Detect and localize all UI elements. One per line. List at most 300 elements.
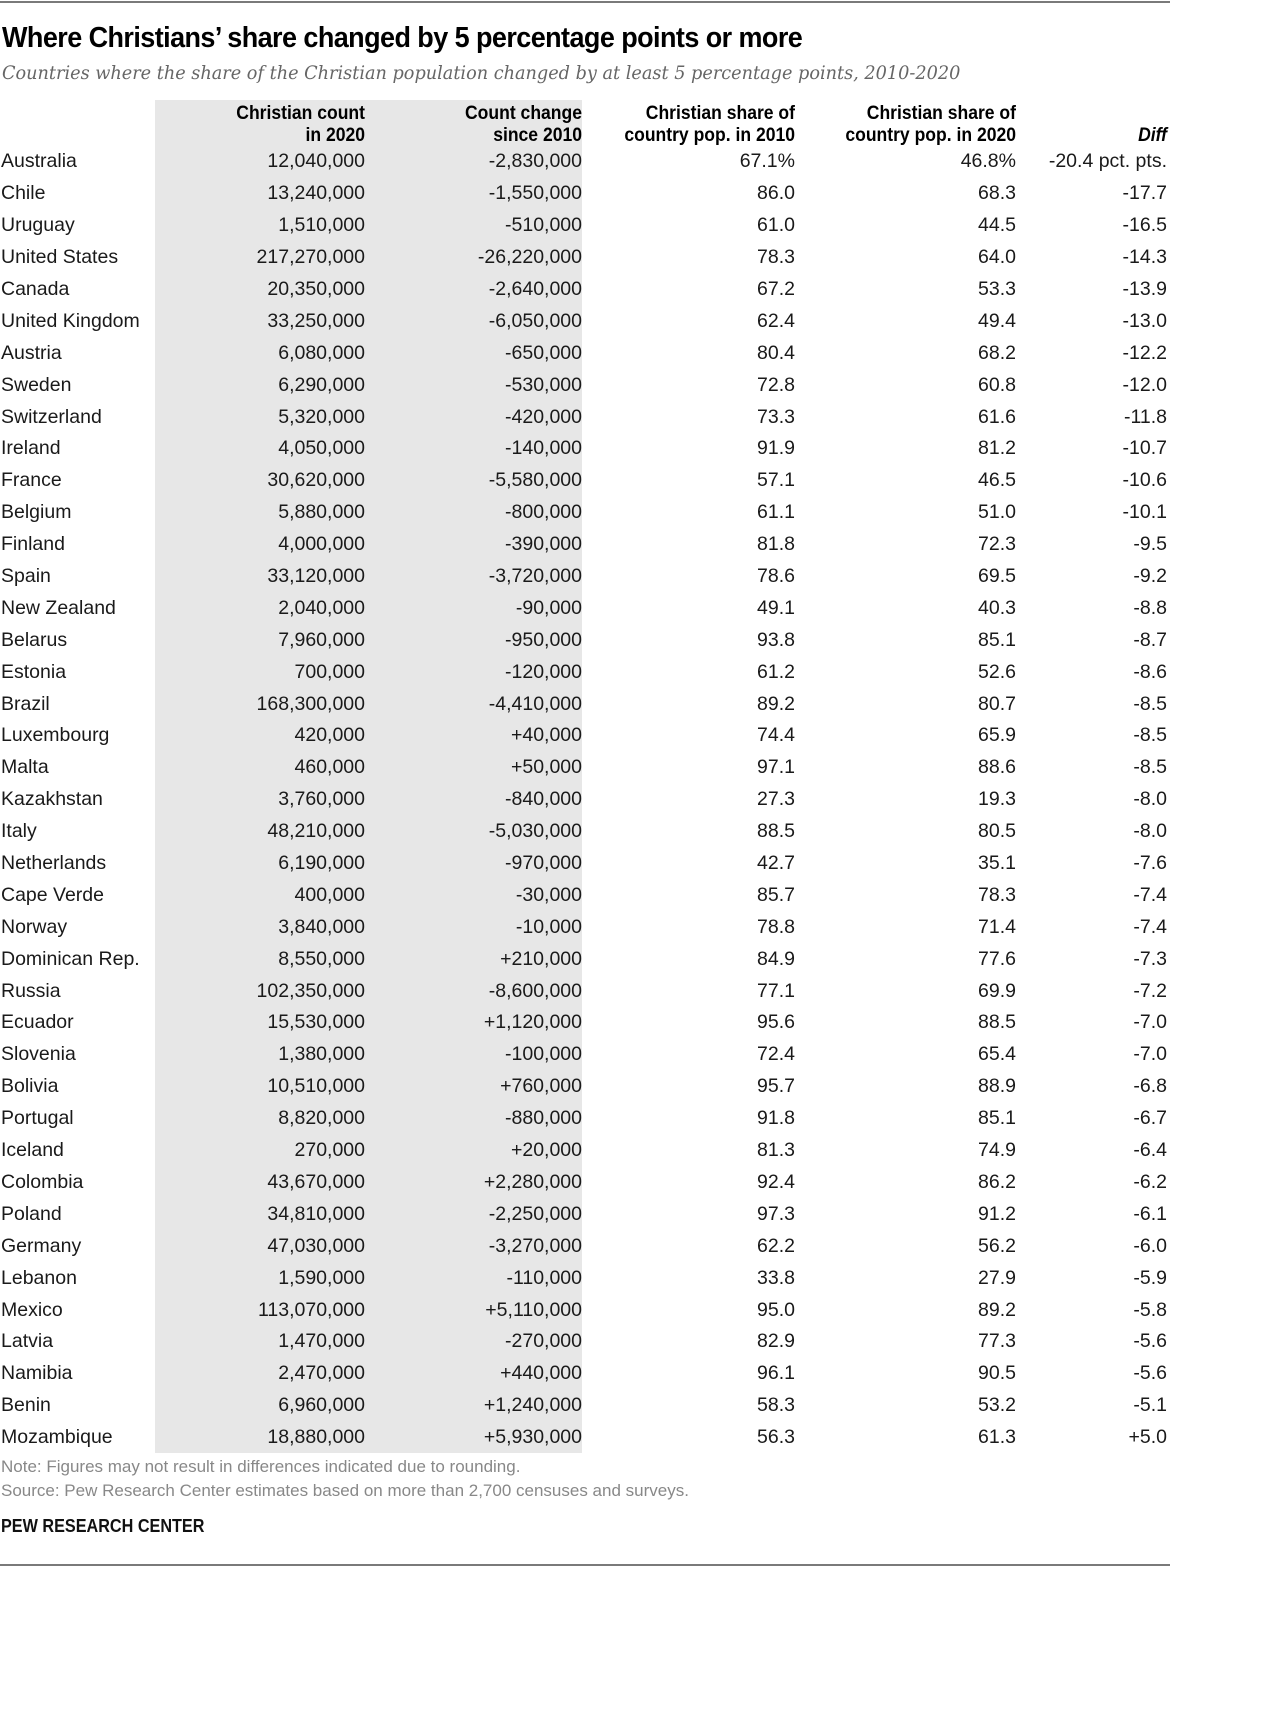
count-2020-cell: 3,840,000 <box>278 915 365 938</box>
country-cell: Bolivia <box>1 1075 59 1098</box>
table-row <box>0 784 1167 816</box>
share-2020-cell: 61.6 <box>978 405 1016 428</box>
share-2010-cell: 78.3 <box>757 246 795 269</box>
diff-cell: -9.5 <box>1133 533 1167 556</box>
chart-subtitle: Countries where the share of the Christian population changed by at least 5 percentage points, 2010-2020 <box>2 62 961 84</box>
share-2010-cell: 97.3 <box>757 1202 795 1225</box>
table-row <box>0 1422 1167 1454</box>
footnote-note: Note: Figures may not result in differences indicated due to rounding. <box>1 1457 521 1476</box>
share-2010-cell: 86.0 <box>757 182 795 205</box>
country-cell: Germany <box>1 1234 82 1257</box>
share-2020-cell: 69.9 <box>978 979 1016 1002</box>
share-2010-cell: 49.1 <box>757 596 795 619</box>
country-cell: Canada <box>1 278 70 300</box>
share-2020-cell: 71.4 <box>978 915 1016 938</box>
count-change-cell: -110,000 <box>506 1266 582 1289</box>
top-divider <box>0 1 1170 3</box>
count-2020-cell: 460,000 <box>294 756 365 779</box>
table-row <box>0 465 1167 497</box>
share-2010-cell: 93.8 <box>757 628 795 651</box>
country-cell: Australia <box>1 150 77 173</box>
count-2020-cell: 30,620,000 <box>267 469 365 492</box>
share-2020-cell: 65.9 <box>978 724 1016 747</box>
count-2020-cell: 1,510,000 <box>278 214 365 237</box>
count-2020-cell: 700,000 <box>294 660 365 683</box>
count-2020-cell: 10,510,000 <box>267 1075 365 1098</box>
diff-cell: +5.0 <box>1128 1426 1167 1449</box>
table-row <box>0 1390 1167 1422</box>
count-change-cell: +5,110,000 <box>485 1298 582 1321</box>
share-2010-cell: 77.1 <box>757 979 795 1002</box>
count-2020-cell: 4,000,000 <box>278 533 365 556</box>
share-2010-cell: 72.8 <box>757 373 795 396</box>
diff-cell: -6.0 <box>1133 1234 1167 1257</box>
count-2020-cell: 34,810,000 <box>267 1202 365 1225</box>
country-cell: Norway <box>1 915 68 938</box>
share-2020-cell: 56.2 <box>978 1234 1016 1257</box>
column-header-count-change: Count change since 2010 <box>465 102 582 146</box>
share-2010-cell: 61.1 <box>757 501 795 524</box>
count-change-cell: -3,270,000 <box>488 1234 582 1257</box>
share-2020-cell: 88.9 <box>978 1075 1016 1098</box>
table-row <box>0 592 1167 624</box>
count-change-cell: -140,000 <box>505 437 582 460</box>
table-row <box>0 178 1167 210</box>
count-2020-cell: 48,210,000 <box>267 820 365 843</box>
share-2010-cell: 42.7 <box>757 852 795 875</box>
count-2020-cell: 400,000 <box>294 883 365 906</box>
diff-cell: -13.0 <box>1122 309 1167 332</box>
share-2010-cell: 67.1% <box>739 150 795 173</box>
table-row <box>0 1135 1167 1167</box>
share-2020-cell: 80.5 <box>978 820 1016 843</box>
country-cell: Austria <box>1 341 62 364</box>
share-2020-cell: 81.2 <box>978 437 1016 460</box>
country-cell: France <box>1 469 62 492</box>
share-2020-cell: 60.8 <box>978 373 1016 396</box>
share-2020-cell: 19.3 <box>978 788 1016 811</box>
table-header-row <box>0 100 1167 146</box>
country-cell: Italy <box>1 820 37 843</box>
count-2020-cell: 217,270,000 <box>256 246 365 269</box>
country-cell: Mexico <box>1 1298 63 1321</box>
count-2020-cell: 5,880,000 <box>278 501 365 524</box>
count-2020-cell: 4,050,000 <box>278 437 365 460</box>
count-2020-cell: 3,760,000 <box>278 788 365 811</box>
table-row <box>0 720 1167 752</box>
share-2010-cell: 56.3 <box>757 1426 795 1449</box>
diff-cell: -8.7 <box>1133 628 1167 651</box>
count-change-cell: +1,240,000 <box>483 1394 582 1417</box>
count-2020-cell: 2,040,000 <box>278 596 365 619</box>
table-row <box>0 401 1167 433</box>
table-row <box>0 305 1167 337</box>
count-2020-cell: 6,190,000 <box>278 852 365 875</box>
count-2020-cell: 15,530,000 <box>267 1011 365 1034</box>
share-2020-cell: 91.2 <box>978 1202 1016 1225</box>
count-2020-cell: 6,960,000 <box>278 1394 365 1417</box>
table-row <box>0 911 1167 943</box>
table-row <box>0 433 1167 465</box>
table-row <box>0 1294 1167 1326</box>
count-change-cell: +2,280,000 <box>483 1170 582 1193</box>
share-2020-cell: 86.2 <box>978 1170 1016 1193</box>
table-row <box>0 210 1167 242</box>
share-2010-cell: 74.4 <box>757 724 795 747</box>
diff-cell: -5.6 <box>1133 1330 1167 1353</box>
table-row <box>0 1103 1167 1135</box>
table-row <box>0 1358 1167 1390</box>
share-2010-cell: 89.2 <box>757 692 795 715</box>
count-change-cell: -120,000 <box>505 660 582 683</box>
bottom-divider <box>0 1564 1170 1566</box>
diff-cell: -8.0 <box>1133 820 1167 843</box>
table-row <box>0 1039 1167 1071</box>
diff-cell: -5.1 <box>1133 1394 1167 1417</box>
share-2020-cell: 80.7 <box>978 692 1016 715</box>
country-cell: Latvia <box>1 1330 54 1353</box>
count-change-cell: -390,000 <box>505 533 582 556</box>
country-cell: Luxembourg <box>1 724 110 747</box>
column-header-count-2020: Christian count in 2020 <box>236 102 365 146</box>
share-2020-cell: 88.6 <box>978 756 1016 779</box>
country-cell: Brazil <box>1 692 50 715</box>
country-cell: Switzerland <box>1 405 102 428</box>
table-row <box>0 816 1167 848</box>
count-change-cell: -26,220,000 <box>477 246 582 269</box>
diff-cell: -11.8 <box>1124 405 1167 428</box>
country-cell: New Zealand <box>1 596 116 619</box>
count-2020-cell: 33,120,000 <box>267 565 365 588</box>
country-cell: Cape Verde <box>1 883 104 906</box>
country-cell: Netherlands <box>1 852 107 875</box>
count-2020-cell: 6,290,000 <box>278 373 365 396</box>
count-change-cell: -2,640,000 <box>488 278 582 300</box>
share-2020-cell: 90.5 <box>978 1362 1016 1385</box>
share-2020-cell: 77.6 <box>978 947 1016 970</box>
country-cell: Namibia <box>1 1362 73 1385</box>
share-2010-cell: 85.7 <box>757 883 795 906</box>
table-row <box>0 146 1167 178</box>
diff-cell: -7.3 <box>1133 947 1167 970</box>
diff-cell: -12.2 <box>1122 341 1167 364</box>
table-row <box>0 1198 1167 1230</box>
diff-cell: -5.8 <box>1133 1298 1167 1321</box>
share-2010-cell: 61.2 <box>757 660 795 683</box>
table-row <box>0 497 1167 529</box>
share-2010-cell: 78.6 <box>757 565 795 588</box>
count-2020-cell: 2,470,000 <box>278 1362 365 1385</box>
diff-cell: -6.2 <box>1133 1170 1167 1193</box>
country-cell: Ireland <box>1 437 61 460</box>
table-row <box>0 561 1167 593</box>
column-header-country <box>0 100 155 146</box>
table-row <box>0 529 1167 561</box>
count-2020-cell: 102,350,000 <box>256 979 365 1002</box>
share-2010-cell: 73.3 <box>757 405 795 428</box>
share-2010-cell: 84.9 <box>757 947 795 970</box>
share-2010-cell: 82.9 <box>757 1330 795 1353</box>
country-cell: Mozambique <box>1 1426 113 1449</box>
diff-cell: -7.4 <box>1133 883 1167 906</box>
count-change-cell: -8,600,000 <box>488 979 582 1002</box>
share-2020-cell: 68.3 <box>978 182 1016 205</box>
share-2010-cell: 95.0 <box>757 1298 795 1321</box>
country-cell: United States <box>1 246 119 269</box>
table-row <box>0 656 1167 688</box>
share-2020-cell: 46.8% <box>960 150 1016 173</box>
share-2020-cell: 64.0 <box>978 246 1016 269</box>
share-2010-cell: 61.0 <box>757 214 795 237</box>
country-cell: Poland <box>1 1202 62 1225</box>
country-cell: Belarus <box>1 628 68 651</box>
count-change-cell: +210,000 <box>500 947 582 970</box>
share-2020-cell: 35.1 <box>978 852 1016 875</box>
count-2020-cell: 13,240,000 <box>267 182 365 205</box>
country-cell: Kazakhstan <box>1 788 103 811</box>
diff-cell: -5.6 <box>1133 1362 1167 1385</box>
share-2010-cell: 81.3 <box>757 1139 795 1162</box>
share-2010-cell: 78.8 <box>757 915 795 938</box>
country-cell: Dominican Rep. <box>1 947 140 970</box>
table-row <box>0 879 1167 911</box>
share-2010-cell: 95.6 <box>757 1011 795 1034</box>
count-change-cell: +760,000 <box>500 1075 582 1098</box>
count-change-cell: -30,000 <box>515 883 582 906</box>
table-row <box>0 242 1167 274</box>
diff-cell: -6.7 <box>1133 1107 1167 1130</box>
table-row <box>0 369 1167 401</box>
count-2020-cell: 12,040,000 <box>267 150 365 173</box>
share-2010-cell: 57.1 <box>757 469 795 492</box>
share-2020-cell: 85.1 <box>978 628 1016 651</box>
table-row <box>0 1262 1167 1294</box>
count-2020-cell: 33,250,000 <box>267 309 365 332</box>
diff-cell: -7.2 <box>1133 979 1167 1002</box>
country-cell: Malta <box>1 756 49 779</box>
count-2020-cell: 18,880,000 <box>267 1426 365 1449</box>
table-row <box>0 1326 1167 1358</box>
count-change-cell: -1,550,000 <box>488 182 582 205</box>
count-change-cell: -100,000 <box>505 1043 582 1066</box>
table-row <box>0 1071 1167 1103</box>
count-change-cell: +40,000 <box>510 724 582 747</box>
count-change-cell: +440,000 <box>500 1362 582 1385</box>
share-2020-cell: 65.4 <box>978 1043 1016 1066</box>
count-change-cell: +1,120,000 <box>483 1011 582 1034</box>
table-row <box>0 274 1167 306</box>
share-2020-cell: 61.3 <box>978 1426 1016 1449</box>
count-change-cell: -2,250,000 <box>488 1202 582 1225</box>
diff-cell: -8.5 <box>1133 692 1167 715</box>
footnote-source: Source: Pew Research Center estimates based on more than 2,700 censuses and surveys. <box>1 1481 689 1500</box>
count-2020-cell: 6,080,000 <box>278 341 365 364</box>
table-row <box>0 1167 1167 1199</box>
count-change-cell: -270,000 <box>505 1330 582 1353</box>
share-2010-cell: 58.3 <box>757 1394 795 1417</box>
country-cell: Sweden <box>1 373 72 396</box>
count-change-cell: -530,000 <box>505 373 582 396</box>
count-2020-cell: 8,820,000 <box>278 1107 365 1130</box>
diff-cell: -5.9 <box>1133 1266 1167 1289</box>
country-cell: Chile <box>1 182 46 205</box>
share-2020-cell: 52.6 <box>978 660 1016 683</box>
count-change-cell: -650,000 <box>505 341 582 364</box>
diff-cell: -7.0 <box>1133 1043 1167 1066</box>
count-change-cell: -5,030,000 <box>488 820 582 843</box>
share-2010-cell: 91.9 <box>757 437 795 460</box>
share-2020-cell: 51.0 <box>978 501 1016 524</box>
share-2010-cell: 91.8 <box>757 1107 795 1130</box>
table-row <box>0 848 1167 880</box>
diff-cell: -16.5 <box>1122 214 1167 237</box>
diff-cell: -17.7 <box>1122 182 1167 205</box>
share-2010-cell: 62.4 <box>757 309 795 332</box>
share-2010-cell: 95.7 <box>757 1075 795 1098</box>
diff-cell: -8.6 <box>1133 660 1167 683</box>
diff-cell: -7.4 <box>1133 915 1167 938</box>
diff-cell: -10.6 <box>1122 469 1167 492</box>
share-2020-cell: 89.2 <box>978 1298 1016 1321</box>
count-change-cell: -510,000 <box>505 214 582 237</box>
column-header-diff: Diff <box>1138 124 1167 146</box>
share-2010-cell: 33.8 <box>757 1266 795 1289</box>
country-cell: Iceland <box>1 1139 64 1162</box>
count-change-cell: -2,830,000 <box>488 150 582 173</box>
country-cell: Russia <box>1 979 61 1002</box>
data-table <box>0 100 1167 1454</box>
count-change-cell: -880,000 <box>505 1107 582 1130</box>
count-change-cell: -4,410,000 <box>488 692 582 715</box>
count-change-cell: -5,580,000 <box>488 469 582 492</box>
count-change-cell: -840,000 <box>505 788 582 811</box>
count-2020-cell: 20,350,000 <box>267 278 365 300</box>
country-cell: Estonia <box>1 660 67 683</box>
count-change-cell: -950,000 <box>505 628 582 651</box>
count-change-cell: -6,050,000 <box>488 309 582 332</box>
share-2010-cell: 80.4 <box>757 341 795 364</box>
share-2020-cell: 46.5 <box>978 469 1016 492</box>
share-2020-cell: 40.3 <box>978 596 1016 619</box>
count-2020-cell: 47,030,000 <box>267 1234 365 1257</box>
diff-cell: -6.4 <box>1133 1139 1167 1162</box>
share-2020-cell: 88.5 <box>978 1011 1016 1034</box>
share-2020-cell: 77.3 <box>978 1330 1016 1353</box>
share-2010-cell: 27.3 <box>757 788 795 811</box>
country-cell: Ecuador <box>1 1011 74 1034</box>
share-2020-cell: 74.9 <box>978 1139 1016 1162</box>
share-2020-cell: 69.5 <box>978 565 1016 588</box>
share-2010-cell: 97.1 <box>757 756 795 779</box>
diff-cell: -9.2 <box>1133 565 1167 588</box>
count-2020-cell: 5,320,000 <box>278 405 365 428</box>
count-change-cell: -3,720,000 <box>488 565 582 588</box>
diff-cell: -8.0 <box>1133 788 1167 811</box>
count-2020-cell: 270,000 <box>294 1139 365 1162</box>
count-change-cell: +5,930,000 <box>483 1426 582 1449</box>
count-change-cell: +20,000 <box>510 1139 582 1162</box>
count-2020-cell: 8,550,000 <box>278 947 365 970</box>
country-cell: Portugal <box>1 1107 74 1130</box>
diff-cell: -7.6 <box>1133 852 1167 875</box>
share-2020-cell: 68.2 <box>978 341 1016 364</box>
count-2020-cell: 1,590,000 <box>278 1266 365 1289</box>
share-2020-cell: 85.1 <box>978 1107 1016 1130</box>
diff-cell: -6.1 <box>1133 1202 1167 1225</box>
diff-cell: -8.8 <box>1133 596 1167 619</box>
country-cell: Colombia <box>1 1170 84 1193</box>
share-2020-cell: 78.3 <box>978 883 1016 906</box>
share-2010-cell: 62.2 <box>757 1234 795 1257</box>
table-row <box>0 1007 1167 1039</box>
brand-logo-text: PEW RESEARCH CENTER <box>1 1516 205 1536</box>
share-2020-cell: 53.2 <box>978 1394 1016 1417</box>
country-cell: Slovenia <box>1 1043 76 1066</box>
share-2010-cell: 96.1 <box>757 1362 795 1385</box>
chart-title: Where Christians’ share changed by 5 percentage points or more <box>2 22 803 54</box>
diff-cell: -14.3 <box>1122 246 1167 269</box>
share-2020-cell: 53.3 <box>978 278 1016 300</box>
diff-cell: -6.8 <box>1133 1075 1167 1098</box>
column-header-share-2010: Christian share of country pop. in 2010 <box>624 102 795 146</box>
diff-cell: -13.9 <box>1122 278 1167 300</box>
diff-cell: -20.4 pct. pts. <box>1048 150 1167 173</box>
country-cell: Spain <box>1 565 51 588</box>
count-change-cell: -420,000 <box>505 405 582 428</box>
table-row <box>0 1230 1167 1262</box>
country-cell: Uruguay <box>1 214 75 237</box>
table-row <box>0 624 1167 656</box>
count-change-cell: +50,000 <box>510 756 582 779</box>
country-cell: Benin <box>1 1394 51 1417</box>
count-change-cell: -970,000 <box>505 852 582 875</box>
country-cell: Finland <box>1 533 65 556</box>
share-2020-cell: 44.5 <box>978 214 1016 237</box>
share-2010-cell: 88.5 <box>757 820 795 843</box>
table-body <box>0 146 1167 1454</box>
table-row <box>0 688 1167 720</box>
share-2020-cell: 72.3 <box>978 533 1016 556</box>
count-2020-cell: 1,380,000 <box>278 1043 365 1066</box>
count-2020-cell: 420,000 <box>294 724 365 747</box>
diff-cell: -8.5 <box>1133 756 1167 779</box>
share-2010-cell: 72.4 <box>757 1043 795 1066</box>
count-2020-cell: 43,670,000 <box>267 1170 365 1193</box>
count-change-cell: -800,000 <box>505 501 582 524</box>
diff-cell: -10.7 <box>1122 437 1167 460</box>
share-2010-cell: 92.4 <box>757 1170 795 1193</box>
diff-cell: -10.1 <box>1122 501 1167 524</box>
count-change-cell: -10,000 <box>515 915 582 938</box>
table-row <box>0 975 1167 1007</box>
share-2020-cell: 27.9 <box>978 1266 1016 1289</box>
count-2020-cell: 168,300,000 <box>256 692 365 715</box>
column-header-share-2020: Christian share of country pop. in 2020 <box>845 102 1016 146</box>
table-row <box>0 752 1167 784</box>
country-cell: Lebanon <box>1 1266 77 1289</box>
count-change-cell: -90,000 <box>515 596 582 619</box>
table-row <box>0 943 1167 975</box>
country-cell: Belgium <box>1 501 72 524</box>
diff-cell: -8.5 <box>1133 724 1167 747</box>
share-2020-cell: 49.4 <box>978 309 1016 332</box>
share-2010-cell: 67.2 <box>757 278 795 300</box>
diff-cell: -7.0 <box>1133 1011 1167 1034</box>
share-2010-cell: 81.8 <box>757 533 795 556</box>
count-2020-cell: 1,470,000 <box>278 1330 365 1353</box>
table-row <box>0 337 1167 369</box>
country-cell: United Kingdom <box>1 309 140 332</box>
